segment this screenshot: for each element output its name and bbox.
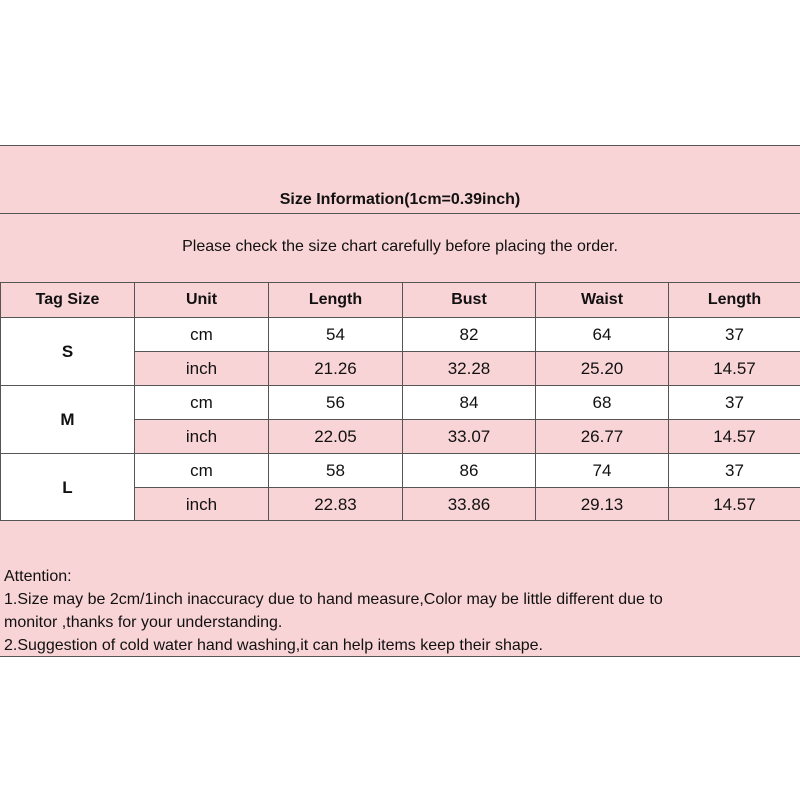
bust-cell: 82 — [403, 318, 536, 352]
bust-cell: 33.07 — [403, 420, 536, 454]
length-cell: 22.83 — [269, 488, 403, 522]
bust-cell: 33.86 — [403, 488, 536, 522]
bust-cell: 32.28 — [403, 352, 536, 386]
length-cell: 54 — [269, 318, 403, 352]
bust-cell: 86 — [403, 454, 536, 488]
attention-heading: Attention: — [4, 568, 72, 585]
attention-line-1: 1.Size may be 2cm/1inch inaccuracy due to hand measure,Color may be little different due to — [4, 591, 663, 608]
length2-cell: 14.57 — [669, 352, 800, 386]
size-table — [0, 282, 800, 522]
waist-cell: 26.77 — [536, 420, 669, 454]
attention-line-1-cont: monitor ,thanks for your understanding. — [4, 614, 283, 631]
header-unit: Unit — [135, 283, 269, 318]
waist-cell: 74 — [536, 454, 669, 488]
notice-banner — [0, 213, 800, 283]
length-cell: 56 — [269, 386, 403, 420]
title-banner — [0, 145, 800, 213]
header-length: Length — [269, 283, 403, 318]
unit-cell: inch — [135, 420, 269, 454]
waist-cell: 68 — [536, 386, 669, 420]
length2-cell: 37 — [669, 318, 800, 352]
waist-cell: 64 — [536, 318, 669, 352]
length2-cell: 37 — [669, 454, 800, 488]
header-tag-size: Tag Size — [1, 283, 135, 318]
tag-size-cell: M — [1, 386, 135, 454]
tag-size-cell: S — [1, 318, 135, 386]
header-bust: Bust — [403, 283, 536, 318]
length-cell: 21.26 — [269, 352, 403, 386]
table-row — [1, 386, 800, 420]
length-cell: 22.05 — [269, 420, 403, 454]
length2-cell: 14.57 — [669, 488, 800, 522]
attention-box — [0, 520, 800, 657]
tag-size-cell: L — [1, 454, 135, 522]
waist-cell: 29.13 — [536, 488, 669, 522]
unit-cell: cm — [135, 318, 269, 352]
table-header-row — [1, 283, 800, 318]
size-chart — [0, 145, 800, 657]
chart-title: Size Information(1cm=0.39inch) — [279, 191, 521, 208]
length-cell: 58 — [269, 454, 403, 488]
bust-cell: 84 — [403, 386, 536, 420]
table-row — [1, 318, 800, 352]
unit-cell: cm — [135, 454, 269, 488]
waist-cell: 25.20 — [536, 352, 669, 386]
header-waist: Waist — [536, 283, 669, 318]
unit-cell: inch — [135, 352, 269, 386]
unit-cell: inch — [135, 488, 269, 522]
length2-cell: 14.57 — [669, 420, 800, 454]
attention-line-2: 2.Suggestion of cold water hand washing,it can help items keep their shape. — [4, 637, 543, 654]
header-length-2: Length — [669, 283, 800, 318]
length2-cell: 37 — [669, 386, 800, 420]
notice-text: Please check the size chart carefully before placing the order. — [182, 238, 618, 255]
table-row — [1, 454, 800, 488]
unit-cell: cm — [135, 386, 269, 420]
